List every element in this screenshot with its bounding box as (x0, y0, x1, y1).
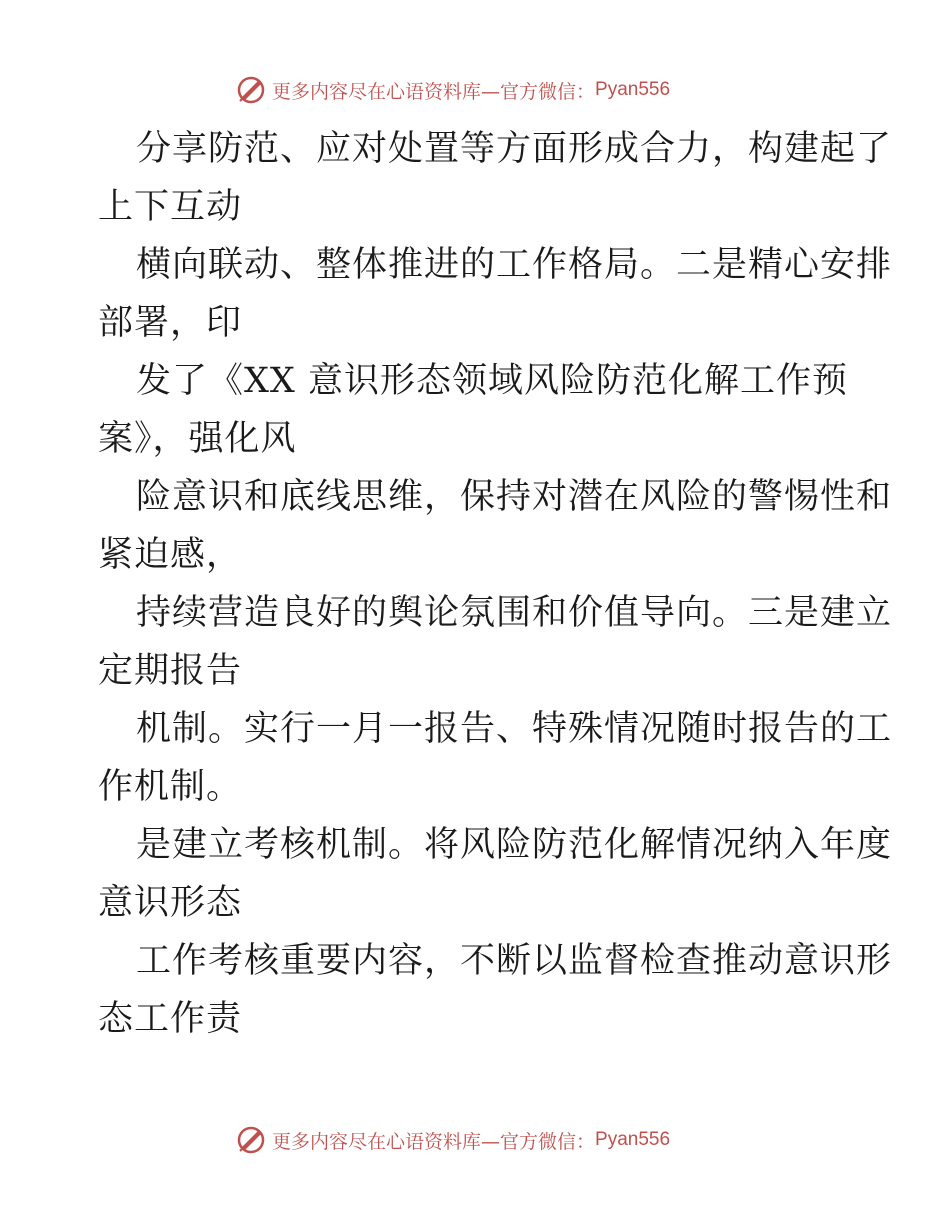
paragraph-line: 分享防范、应对处置等方面形成合力，构建起了 (136, 129, 893, 169)
paragraph-line: 定期报告 (98, 651, 243, 691)
paragraph-line: 发了《XX 意识形态领域风险防范化解工作预 (136, 361, 848, 401)
header-banner-text: 更多内容尽在心语资料库—官方微信： (272, 80, 596, 103)
footer-banner-wechat-id: Pyan556 (595, 1129, 671, 1150)
paragraph-line: 态工作责 (98, 999, 243, 1039)
quill-pen-logo-icon (236, 1125, 266, 1155)
paragraph-line: 上下互动 (98, 187, 243, 227)
paragraph-line: 横向联动、整体推进的工作格局。二是精心安排 (136, 245, 893, 285)
footer-banner-text: 更多内容尽在心语资料库—官方微信： (272, 1130, 596, 1153)
paragraph-line: 险意识和底线思维，保持对潜在风险的警惕性和 (136, 477, 893, 517)
header-banner (236, 72, 670, 108)
document-body (98, 120, 893, 1048)
paragraph-line: 是建立考核机制。将风险防范化解情况纳入年度 (136, 825, 893, 865)
quill-pen-logo-icon (236, 75, 266, 105)
footer-banner (236, 1122, 670, 1158)
paragraph-line: 工作考核重要内容，不断以监督检查推动意识形 (136, 941, 893, 981)
paragraph-line: 紧迫感， (98, 535, 243, 575)
paragraph-line: 部署，印 (98, 303, 243, 343)
paragraph-line: 作机制。 (98, 767, 243, 807)
paragraph-line: 意识形态 (98, 883, 243, 923)
paragraph-line: 机制。实行一月一报告、特殊情况随时报告的工 (136, 709, 893, 749)
paragraph-line: 持续营造良好的舆论氛围和价值导向。三是建立 (136, 593, 893, 633)
header-banner-wechat-id: Pyan556 (595, 79, 671, 100)
paragraph-line: 案》，强化风 (98, 419, 297, 459)
